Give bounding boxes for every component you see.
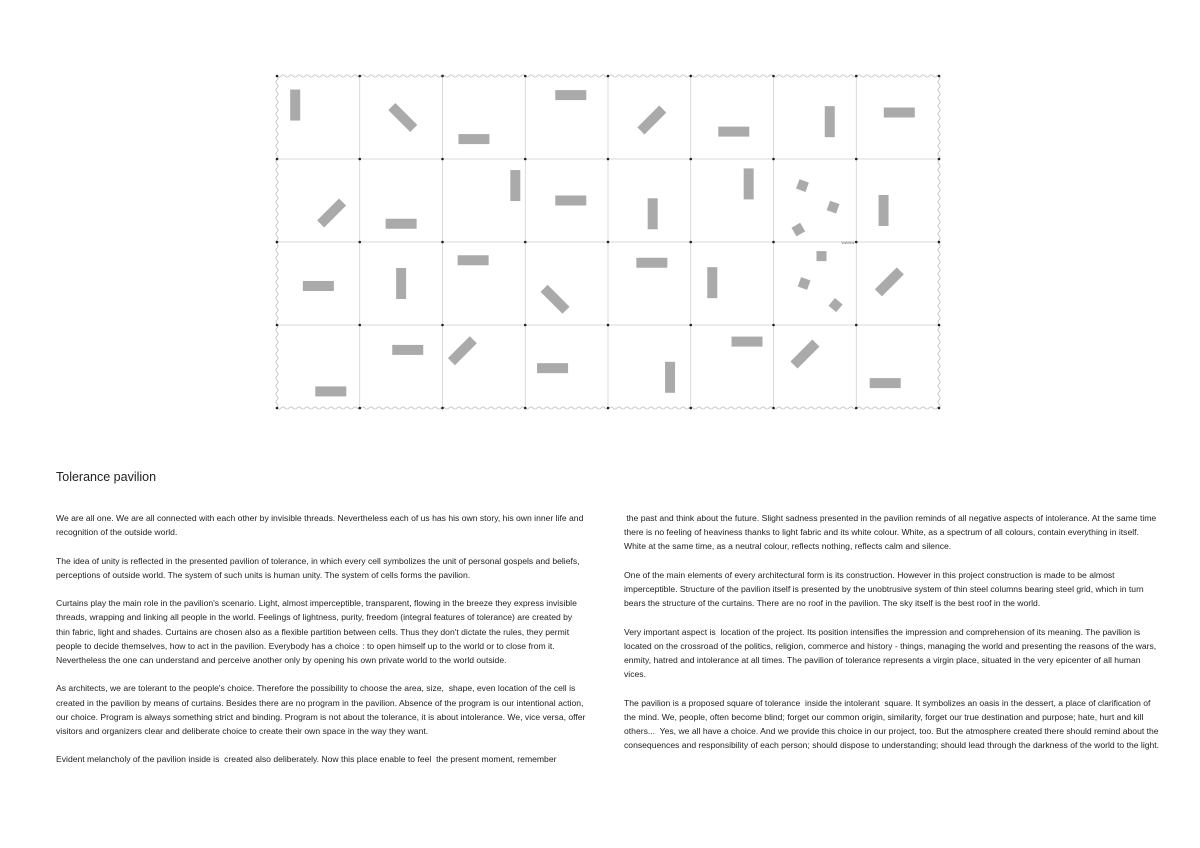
partition-block [875, 267, 904, 296]
column-dot [524, 324, 527, 327]
partition-block [386, 219, 417, 229]
partition-block [317, 198, 346, 227]
column-dot [855, 324, 858, 327]
column-dot [772, 324, 775, 327]
column-dot [855, 407, 858, 410]
column-dot [772, 75, 775, 78]
paragraph: Very important aspect is location of the project. Its position intensifies the impression and comprehension of its meaning. The pavilion is located on the crossroad of the politics, religion, commerce and history - things, managing the world and presenting the reasons of the wars, enmity, hatred and intolerance at all times. The pavilion of tolerance represents a virgin place, situated in the very epicenter of all human vices. [624, 626, 1159, 680]
partition-block [388, 103, 417, 132]
column-dot [524, 75, 527, 78]
paragraph: Curtains play the main role in the pavilion's scenario. Light, almost imperceptible, transparent, flowing in the breeze they express invisible threads, wrapping and linking all people in the world. Feelings of lightness, purity, freedom (integral features of tolerance) are created by thin fabric, light and shades. Curtains are chosen also as a flexible partition between cells. Thus they don't dictate the rules, they permit people to decide themselves, how to act in the pavilion. Everybody has a choice : to open himself up to the world or to close from it. Nevertheless the one can understand and perceive another only by opening his own private world to the world outside. [56, 598, 580, 665]
partition-block [555, 90, 586, 100]
column-dot [855, 75, 858, 78]
column-dot [607, 158, 610, 161]
partition-block [392, 345, 423, 355]
column-dot [358, 158, 361, 161]
partition-block [879, 195, 889, 226]
column-dot [689, 158, 692, 161]
column-dot [938, 324, 941, 327]
column-dot [689, 407, 692, 410]
column-dot [358, 407, 361, 410]
small-block [796, 179, 809, 192]
paragraph: Evident melancholy of the pavilion inside is created also deliberately. Now this place enable to feel the present moment, remember [56, 754, 557, 765]
partition-block [732, 337, 763, 347]
small-block [798, 277, 811, 290]
column-dot [689, 75, 692, 78]
small-block [816, 251, 826, 261]
partition-block [448, 336, 477, 365]
partition-block [870, 378, 901, 388]
column-dot [855, 158, 858, 161]
paragraph: One of the main elements of every architectural form is its construction. However in this project construction is made to be almost imperceptible. Structure of the pavilion itself is presented by the unobtrusive system of thin steel columns bearing steel grid, which in turn bears the structure of the curtains. There are no roof in the pavilion. The sky itself is the best roof in the world. [624, 569, 1147, 609]
pavilion-plan-drawing [270, 70, 950, 415]
column-dot [358, 241, 361, 244]
paragraph: The idea of unity is reflected in the presented pavilion of tolerance, in which every cell symbolizes the unit of personal gospels and beliefs, perceptions of outside world. The system of such units is human unity. The system of cells forms the pavilion. [56, 555, 582, 580]
partition-block [636, 258, 667, 268]
column-dot [441, 158, 444, 161]
column-dot [276, 158, 279, 161]
column-dot [524, 241, 527, 244]
column-dot [358, 324, 361, 327]
column-dot [441, 75, 444, 78]
partition-block [884, 108, 915, 118]
partition-block [458, 134, 489, 144]
column-dot [524, 407, 527, 410]
partition-block [541, 285, 570, 314]
small-block [827, 201, 840, 214]
column-dot [524, 158, 527, 161]
column-dot [938, 407, 941, 410]
pavilion-plan-svg [270, 70, 950, 415]
small-block [829, 298, 843, 312]
column-dot [607, 241, 610, 244]
column-dot [689, 324, 692, 327]
column-dot [607, 75, 610, 78]
partition-block [396, 268, 406, 299]
column-dot [441, 241, 444, 244]
column-dot [276, 75, 279, 78]
partition-block [555, 196, 586, 206]
partition-block [744, 168, 754, 199]
column-dot [938, 241, 941, 244]
paragraph: We are all one. We are all connected with each other by invisible threads. Nevertheless each of us has his own story, his own inner life and recognition of the outside world. [56, 513, 586, 538]
partition-block [290, 90, 300, 121]
column-dot [441, 324, 444, 327]
column-dot [938, 75, 941, 78]
partition-block [510, 170, 520, 201]
partition-block [637, 105, 666, 134]
page-title: Tolerance pavilion [56, 470, 157, 484]
partition-block [825, 106, 835, 137]
column-dot [607, 407, 610, 410]
partition-block [303, 281, 334, 291]
partition-block [315, 386, 346, 396]
column-dot [607, 324, 610, 327]
column-dot [772, 407, 775, 410]
column-dot [276, 241, 279, 244]
column-dot [276, 407, 279, 410]
partition-block [665, 362, 675, 393]
partition-block [790, 340, 819, 369]
paragraph: the past and think about the future. Slight sadness presented in the pavilion reminds of all negative aspects of intolerance. At the same time there is no feeling of heaviness thanks to light fabric and its white colour. White, as a spectrum of all colours, contain everything in itself. White at the same time, as a neutral colour, reflects nothing, reflects calm and silence. [624, 513, 1159, 552]
column-dot [689, 241, 692, 244]
column-dot [938, 158, 941, 161]
small-block [791, 223, 805, 237]
partition-block [458, 255, 489, 265]
column-dot [772, 241, 775, 244]
partition-block [648, 198, 658, 229]
column-dot [441, 407, 444, 410]
text-column-left [56, 511, 588, 781]
small-label: wwww [841, 240, 855, 245]
paragraph: As architects, we are tolerant to the people's choice. Therefore the possibility to choose the area, size, shape, even location of the cell is created in the pavilion by means of curtains. Besides there are no program in the pavilion. Absence of the program is our intentional action, our choice. Program is always something strict and binding. Program is not about the tolerance, it is about intolerance. We, vice versa, offer visitors and organizers clear and deliberate choice to create their own space in the way they want. [56, 683, 588, 736]
paragraph: The pavilion is a proposed square of tolerance inside the intolerant square. It symbolizes an oasis in the dessert, a place of clarification of the mind. We, people, often become blind; forget our common origin, similarity, forget our true destination and purpose; hate, hurt and kill others... Yes, we all have a choice. And we provide this choice in our project, too. But the atmosphere created there should remind about the consequences and responsibility of each person; should dispose to understanding; should lead through the darkness of the world to the light. [624, 697, 1161, 751]
column-dot [358, 75, 361, 78]
column-dot [855, 241, 858, 244]
text-column-right [624, 511, 1160, 767]
column-dot [276, 324, 279, 327]
partition-block [707, 267, 717, 298]
partition-block [537, 363, 568, 373]
partition-block [718, 127, 749, 137]
column-dot [772, 158, 775, 161]
